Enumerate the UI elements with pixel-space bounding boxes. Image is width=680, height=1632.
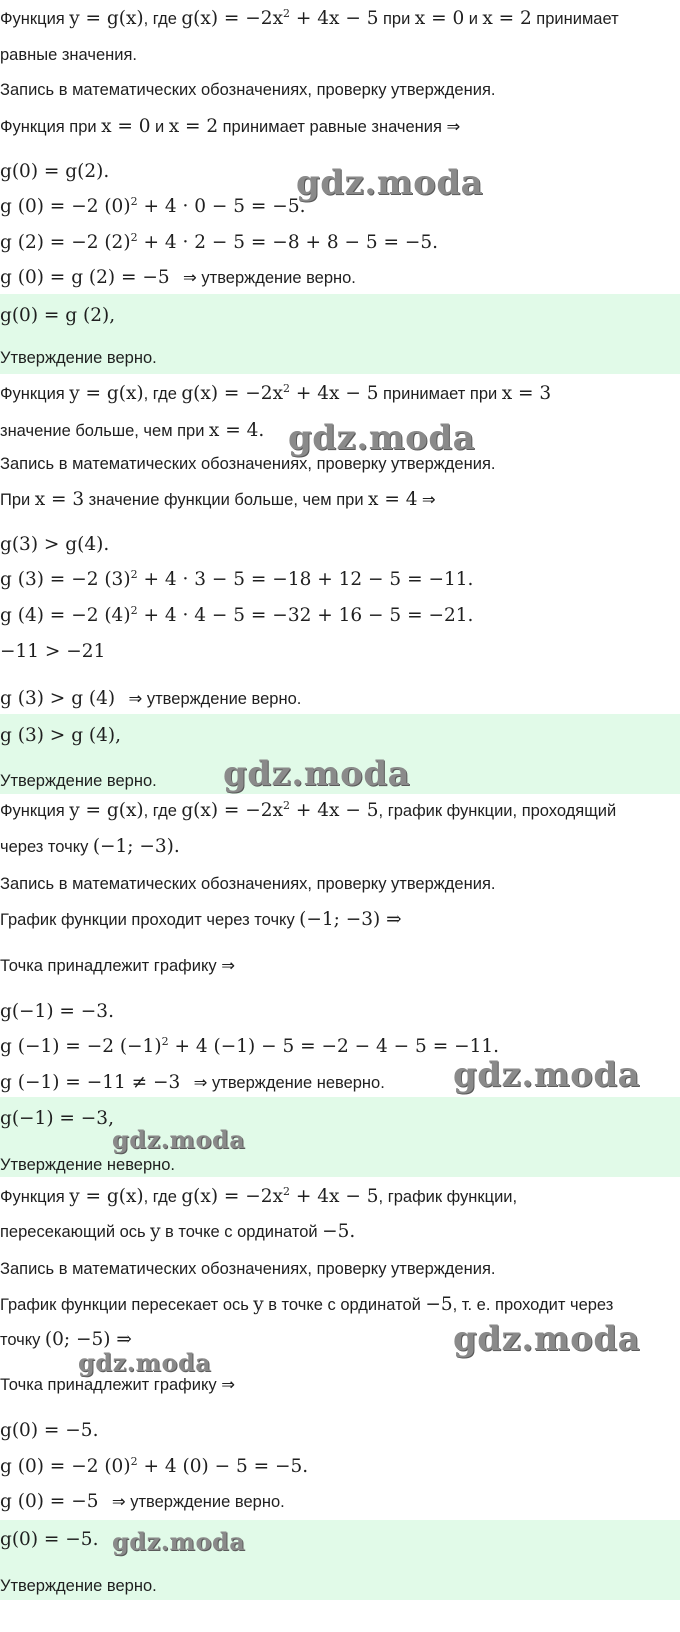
watermark: gdz.moda (223, 754, 411, 794)
conclusion: g (−1) = −11 ≠ −3 ⇒ утверждение неверно. (0, 1072, 385, 1093)
claim-line2: точку (0; −5) ⇒ (0, 1329, 132, 1350)
equation: g(0) = −5. (0, 1420, 99, 1441)
answer-math: g(−1) = −3, (0, 1108, 114, 1129)
equation: g(0) = g(2). (0, 161, 110, 182)
conclusion: g (0) = g (2) = −5 ⇒ утверждение верно. (0, 267, 356, 288)
answer-math: g(0) = −5. (0, 1529, 99, 1550)
equation: g (4) = −2 $(4)^2 + 4 \cdot 4 - 5 = -32 + 16 - 5 = -21$. (0, 603, 474, 626)
watermark: gdz.moda (296, 163, 484, 203)
task-statement-line2: через точку (−1; −3). (0, 836, 180, 857)
equation: g (−1) = −2 $(-1)^2 + 4$ (−1) − 5 = −2 − 4 − 5 = −11. (0, 1034, 500, 1057)
equation: g (2) = −2 $(2)^2 + 4 \cdot 2 - 5 = -8 + 8 - 5 = -5$. (0, 230, 439, 253)
claim-followup: Точка принадлежит графику ⇒ (0, 1376, 236, 1394)
answer-text: Утверждение неверно. (0, 1156, 175, 1174)
watermark: gdz.moda (453, 1319, 641, 1359)
equation: g (3) = −2 $(3)^2 + 4 \cdot 3 - 5 = -18 + 12 - 5 = -11$. (0, 567, 474, 590)
answer-math: g(0) = g (2), (0, 305, 116, 326)
equation: g (0) = −2 $(0)^2 + 4 \cdot 0 - 5 = -5$. (0, 194, 306, 217)
watermark: gdz.moda (112, 1527, 246, 1556)
note: Запись в математических обозначениях, проверку утверждения. (0, 1260, 496, 1278)
answer-text: Утверждение верно. (0, 772, 157, 790)
task-statement: Функция y = g(x), где $g(x) = -2x^2 + 4x - 5$, график функции, проходящий (0, 798, 617, 821)
note: Запись в математических обозначениях, проверку утверждения. (0, 81, 496, 99)
claim-followup: Точка принадлежит графику ⇒ (0, 957, 236, 975)
answer-text: Утверждение верно. (0, 349, 157, 367)
conclusion: g (3) > g (4) ⇒ утверждение верно. (0, 688, 302, 709)
watermark: gdz.moda (112, 1125, 246, 1154)
task-statement: Функция y = g(x), где $g(x) = -2x^2 + 4x - 5$ принимает при x = 3 (0, 381, 552, 404)
answer-text: Утверждение верно. (0, 1577, 157, 1595)
equation: g(−1) = −3. (0, 1001, 114, 1022)
task-statement: Функция y = g(x), где $g(x) = -2x^2 + 4x - 5$ при x = 0 и x = 2 принимает (0, 6, 619, 29)
note: Запись в математических обозначениях, проверку утверждения. (0, 875, 496, 893)
claim: Функция при x = 0 и x = 2 принимает равные значения ⇒ (0, 116, 461, 137)
watermark: gdz.moda (78, 1348, 212, 1377)
note: Запись в математических обозначениях, проверку утверждения. (0, 455, 496, 473)
task-statement: Функция y = g(x), где $g(x) = -2x^2 + 4x - 5$, график функции, (0, 1184, 518, 1207)
conclusion: g (0) = −5 ⇒ утверждение верно. (0, 1491, 285, 1512)
equation: −11 > −21 (0, 641, 106, 662)
watermark: gdz.moda (288, 418, 476, 458)
task-statement-line2: равные значения. (0, 46, 137, 64)
task-statement-line2: значение больше, чем при x = 4. (0, 420, 265, 441)
equation: g (0) = −2 $(0)^2 + 4$ (0) − 5 = −5. (0, 1454, 309, 1477)
equation: g(3) > g(4). (0, 534, 110, 555)
answer-math: g (3) > g (4), (0, 725, 121, 746)
task-statement-line2: пересекающий ось y в точке с ординатой −5. (0, 1221, 356, 1242)
claim: При x = 3 значение функции больше, чем при x = 4 ⇒ (0, 489, 436, 510)
claim: График функции пересекает ось y в точке с ординатой −5, т. е. проходит через (0, 1294, 614, 1315)
watermark: gdz.moda (453, 1055, 641, 1095)
claim: График функции проходит через точку (−1; −3) ⇒ (0, 909, 402, 930)
